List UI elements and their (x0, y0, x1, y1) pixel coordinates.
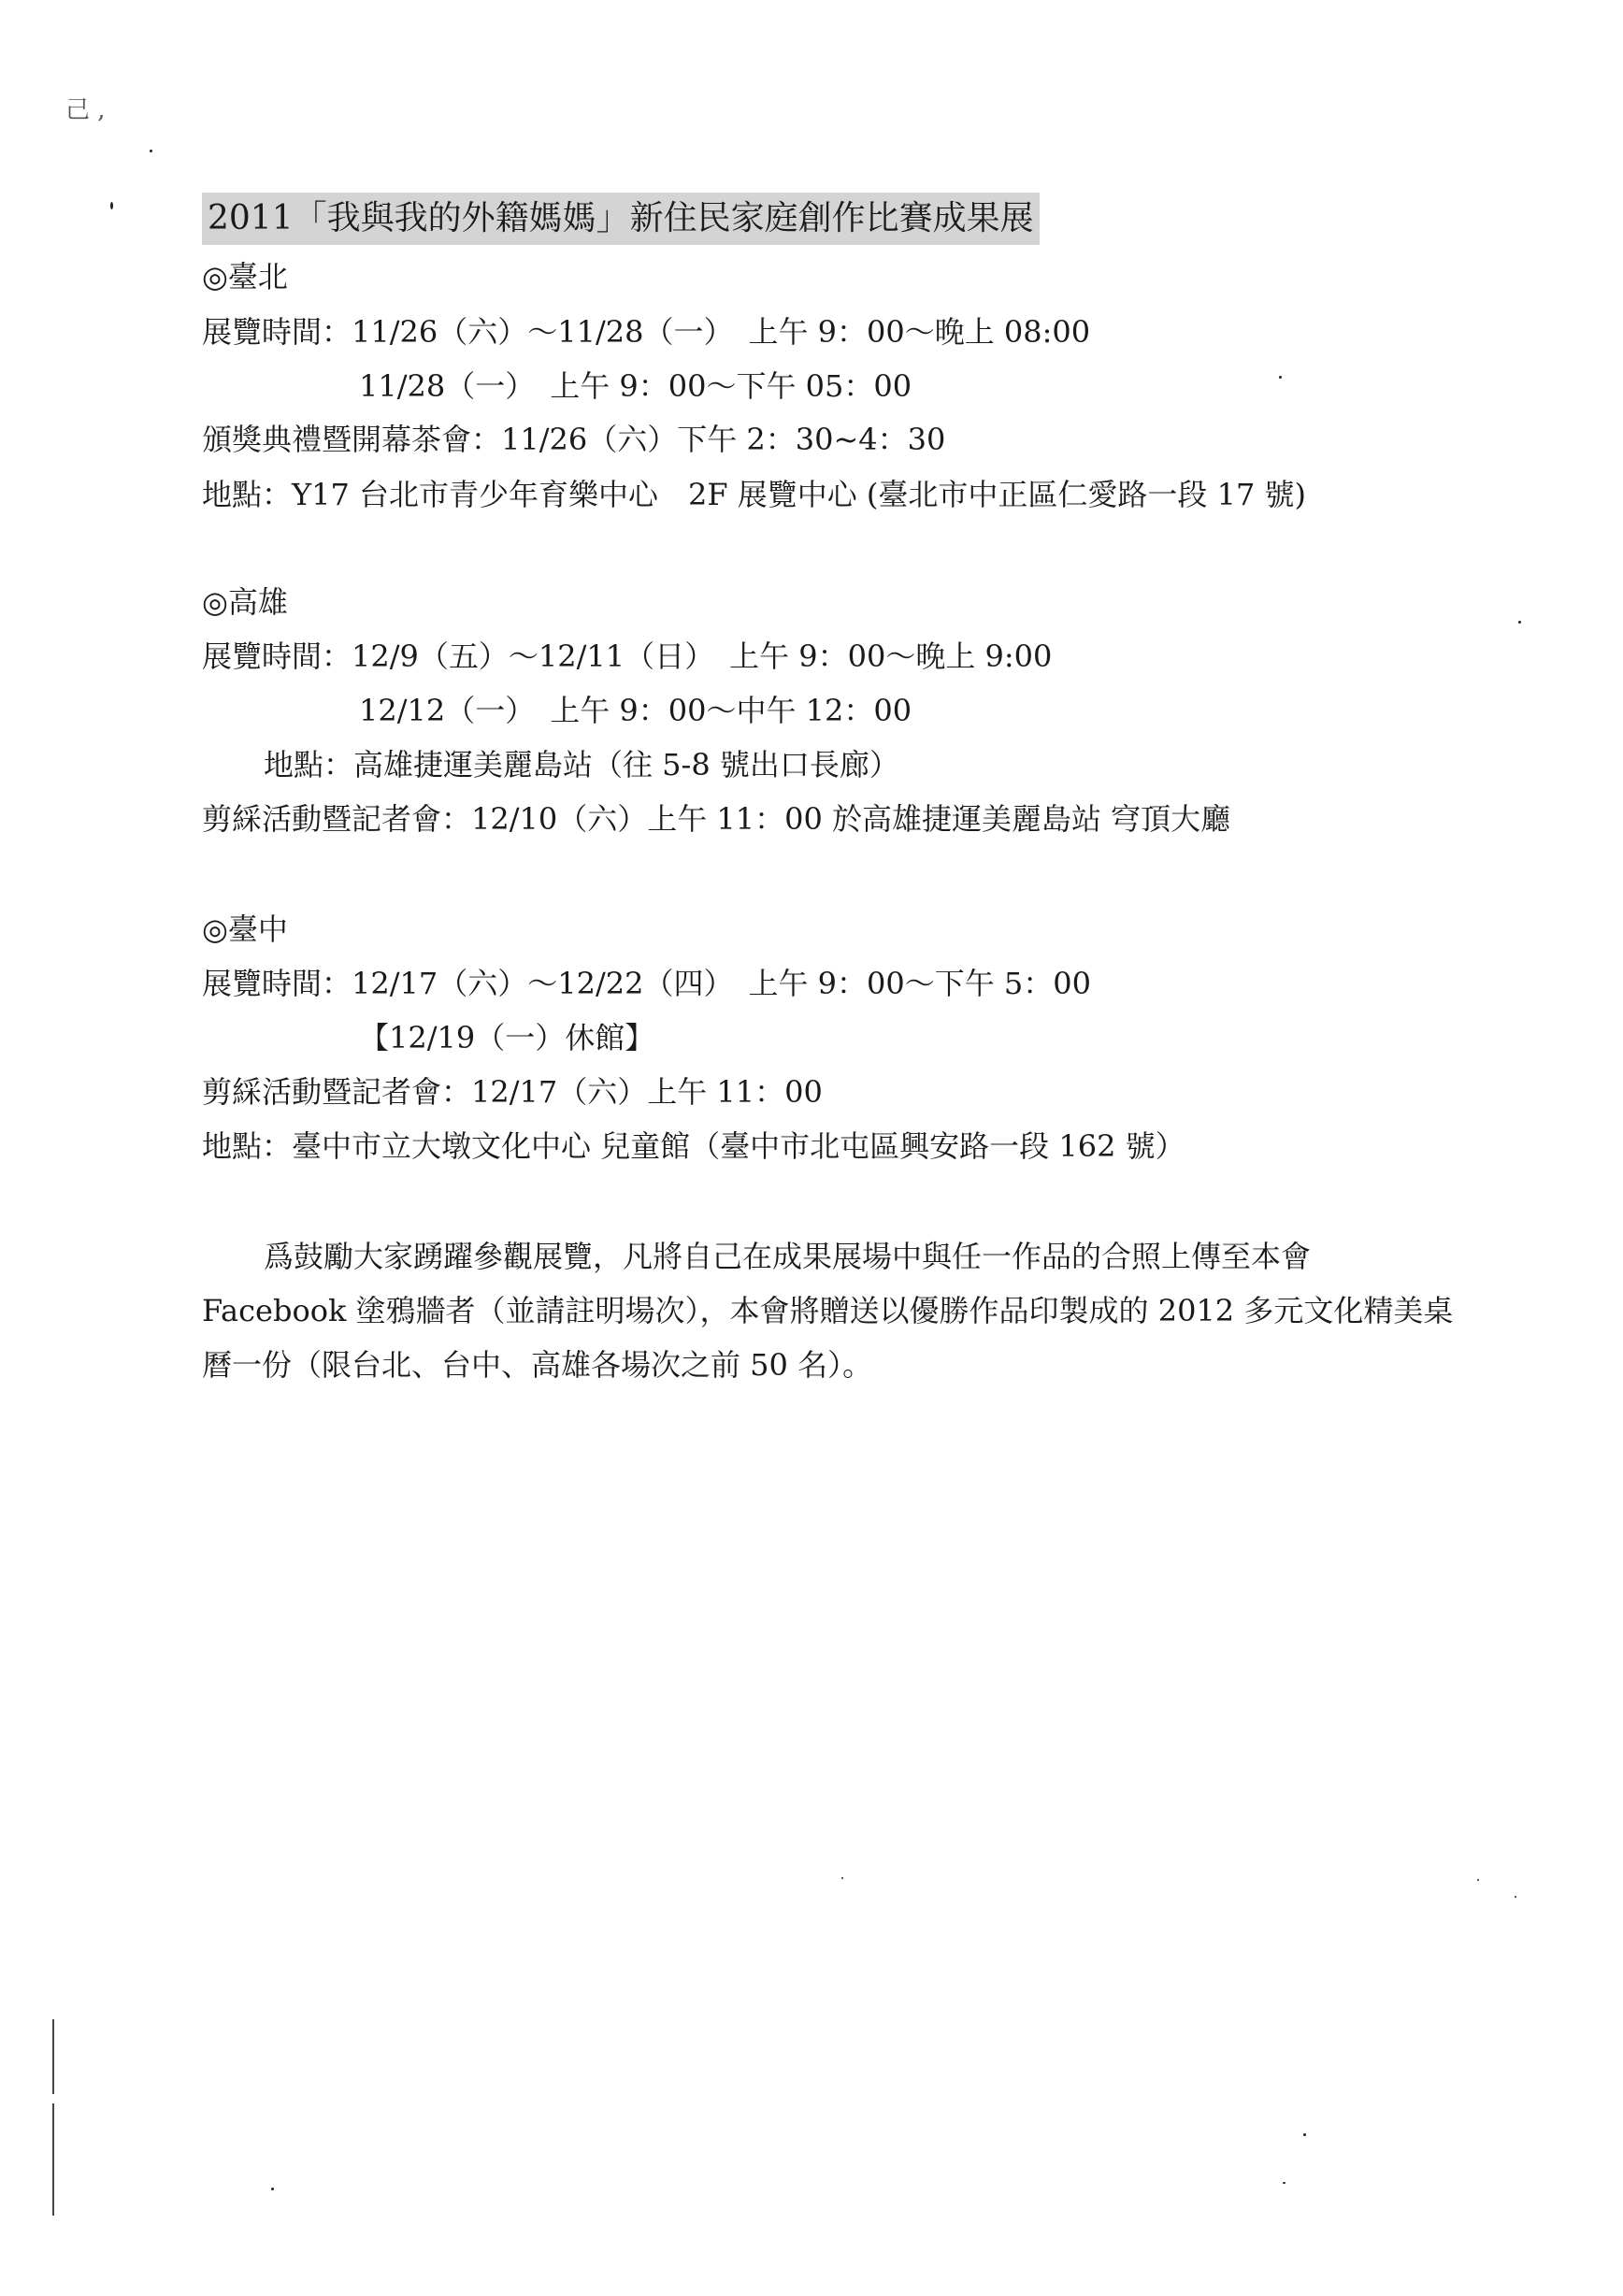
taipei-ceremony: 頒獎典禮暨開幕茶會：11/26（六）下午 2：30~4：30 (202, 422, 946, 457)
promo-line-2: Facebook 塗鴉牆者（並請註明場次），本會將贈送以優勝作品印製成的 2012 多元文化精美桌 (202, 1293, 1454, 1328)
document-title: 2011「我與我的外籍媽媽」新住民家庭創作比賽成果展 (202, 193, 1040, 245)
kaohsiung-heading: ◎高雄 (202, 584, 288, 620)
scan-edge-line (52, 2103, 54, 2216)
scan-speck (271, 2188, 274, 2190)
taichung-location: 地點：臺中市立大墩文化中心 兒童館（臺中市北屯區興安路一段 162 號） (202, 1128, 1185, 1164)
taipei-time-2: 11/28（一） 上午 9：00～下午 05：00 (359, 368, 912, 404)
taichung-time-1: 展覽時間：12/17（六）～12/22（四） 上午 9：00～下午 5：00 (202, 966, 1091, 1001)
promo-line-1: 爲鼓勵大家踴躍參觀展覽，凡將自己在成果展場中與任一作品的合照上傳至本會 (264, 1239, 1312, 1274)
scan-speck (110, 202, 113, 209)
scan-speck (1518, 621, 1521, 624)
kaohsiung-location: 地點：高雄捷運美麗島站（往 5-8 號出口長廊） (264, 747, 899, 782)
scan-speck (1303, 2133, 1306, 2136)
taichung-heading: ◎臺中 (202, 911, 288, 947)
taipei-time-1: 展覽時間：11/26（六）～11/28（一） 上午 9：00～晚上 08:00 (202, 314, 1091, 350)
taichung-ribbon: 剪綵活動暨記者會：12/17（六）上午 11：00 (202, 1074, 823, 1110)
scan-speck (841, 1877, 843, 1879)
kaohsiung-time-2: 12/12（一） 上午 9：00～中午 12：00 (359, 693, 912, 728)
scan-speck (1477, 1879, 1479, 1881)
scan-speck (1279, 376, 1282, 379)
scan-speck (150, 150, 152, 152)
promo-line-3: 曆一份（限台北、台中、高雄各場次之前 50 名）。 (202, 1347, 873, 1383)
kaohsiung-ribbon: 剪綵活動暨記者會：12/10（六）上午 11：00 於高雄捷運美麗島站 穹頂大廳 (202, 801, 1231, 837)
scan-speck (1515, 1896, 1516, 1898)
taipei-heading: ◎臺北 (202, 259, 288, 294)
taipei-location: 地點：Y17 台北市青少年育樂中心 2F 展覽中心 (臺北市中正區仁愛路一段 17 號) (202, 477, 1306, 512)
scan-speck (1283, 2182, 1285, 2184)
kaohsiung-time-1: 展覽時間：12/9（五）～12/11（日） 上午 9：00～晚上 9:00 (202, 639, 1053, 674)
taichung-closed-note: 【12/19（一）休館】 (359, 1020, 655, 1055)
corner-handwritten-mark: 己 , (65, 96, 106, 124)
scan-edge-line (52, 2019, 54, 2094)
